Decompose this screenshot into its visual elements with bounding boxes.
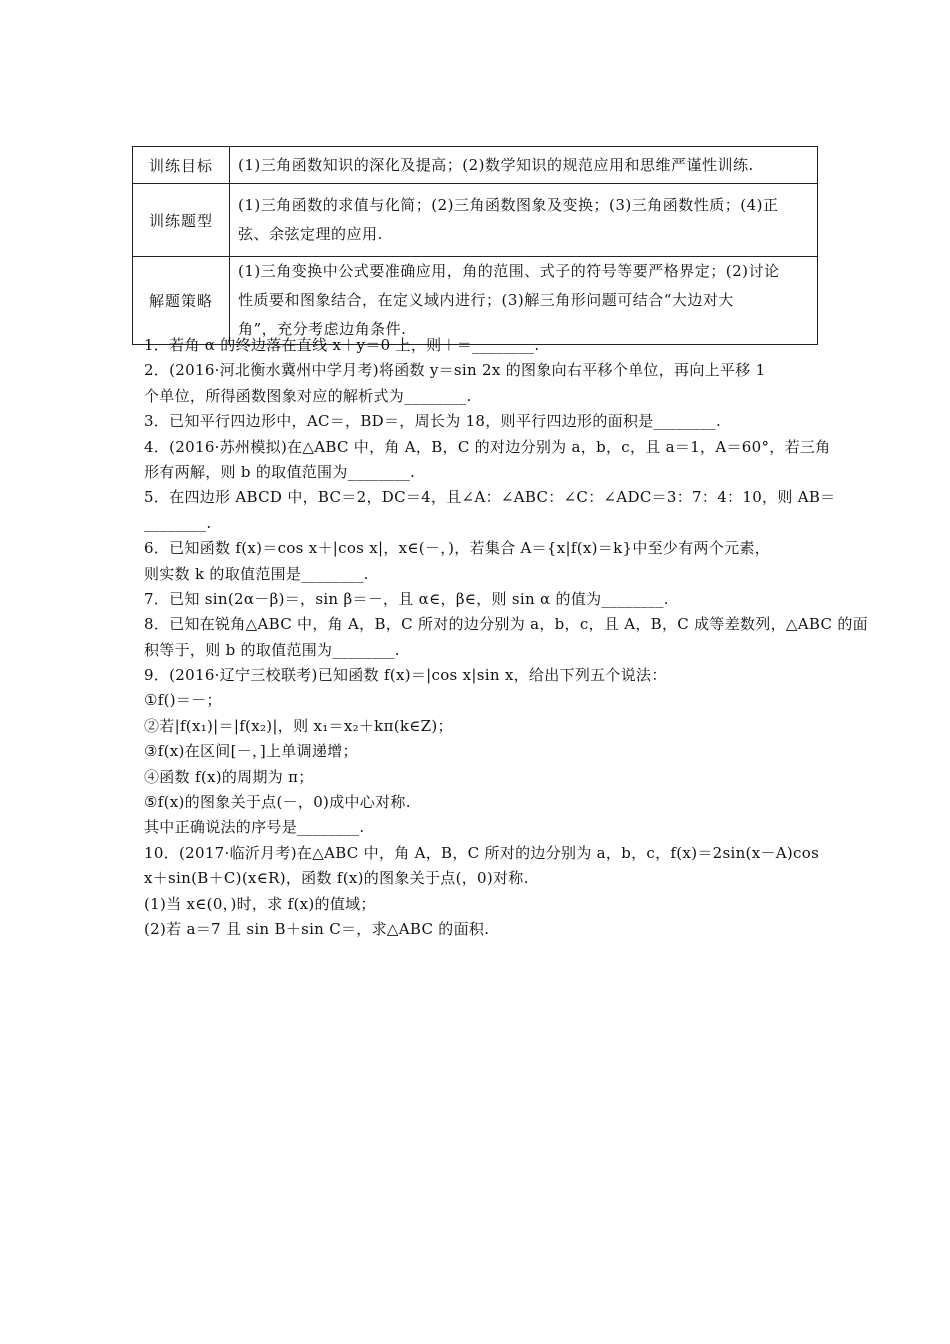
question-5: 5．在四边形 ABCD 中，BC＝2，DC＝4，且∠A：∠ABC：∠C：∠ADC＝3：7：4：10，则 AB＝ bbox=[144, 488, 836, 507]
table-row-goal bbox=[133, 147, 818, 184]
table-line: (1)三角函数知识的深化及提高；(2)数学知识的规范应用和思维严谨性训练. bbox=[238, 155, 754, 174]
table-label-goal: 训练目标 bbox=[133, 147, 230, 184]
question-10-part-2: (2)若 a＝7 且 sin B＋sin C＝，求△ABC 的面积. bbox=[144, 919, 490, 938]
question-9-option-5: ⑤f(x)的图象关于点(－，0)成中心对称. bbox=[144, 793, 411, 812]
table-content-strategy bbox=[230, 257, 818, 345]
table-row-strategy bbox=[133, 257, 818, 345]
question-8-cont: 积等于，则 b 的取值范围为________. bbox=[144, 640, 400, 659]
table-row-types bbox=[133, 184, 818, 257]
question-7: 7．已知 sin(2α－β)＝，sin β＝－，且 α∈，β∈，则 sin α 的值为________. bbox=[144, 589, 669, 608]
table-label-types: 训练题型 bbox=[133, 184, 230, 257]
training-info-table bbox=[132, 146, 818, 345]
question-9-prompt: 其中正确说法的序号是________. bbox=[144, 818, 365, 837]
question-1: 1．若角 α 的终边落在直线 x＋y＝0 上，则＋＝________. bbox=[144, 336, 540, 354]
question-9-option-4: ④函数 f(x)的周期为 π； bbox=[144, 767, 314, 786]
question-5-cont: ________. bbox=[144, 513, 212, 532]
question-6: 6．已知函数 f(x)＝cos x＋|cos x|，x∈(－，)，若集合 A＝{x|f(x)＝k}中至少有两个元素， bbox=[144, 539, 771, 558]
table-label-strategy: 解题策略 bbox=[133, 257, 230, 345]
question-10-cont: x＋sin(B＋C)(x∈R)，函数 f(x)的图象关于点(，0)对称. bbox=[144, 869, 529, 888]
question-6-cont: 则实数 k 的取值范围是________. bbox=[144, 564, 369, 583]
table-line: 弦、余弦定理的应用. bbox=[238, 225, 383, 243]
table-content-types bbox=[230, 184, 818, 257]
table-line: 性质要和图象结合，在定义域内进行；(3)解三角形问题可结合“大边对大 bbox=[238, 291, 734, 309]
question-9-option-1: ①f()＝－； bbox=[144, 691, 222, 710]
question-4: 4．(2016·苏州模拟)在△ABC 中，角 A，B，C 的对边分别为 a，b，c，且 a＝1，A＝60°，若三角 bbox=[144, 437, 831, 456]
table-line: (1)三角变换中公式要准确应用，角的范围、式子的符号等要严格界定；(2)讨论 bbox=[238, 262, 780, 280]
question-9-option-3: ③f(x)在区间[－，]上单调递增； bbox=[144, 742, 358, 761]
question-9: 9．(2016·辽宁三校联考)已知函数 f(x)＝|cos x|sin x，给出下列五个说法： bbox=[144, 666, 667, 685]
question-9-option-2: ②若|f(x₁)|＝|f(x₂)|，则 x₁＝x₂＋kπ(k∈Z)； bbox=[144, 716, 453, 735]
question-10-part-1: (1)当 x∈(0，)时，求 f(x)的值域； bbox=[144, 894, 376, 913]
question-3: 3．已知平行四边形中，AC＝，BD＝，周长为 18，则平行四边形的面积是________. bbox=[144, 412, 722, 431]
question-list bbox=[144, 333, 868, 942]
question-2-cont: 个单位，所得函数图象对应的解析式为________. bbox=[144, 386, 472, 405]
table-line: (1)三角函数的求值与化简；(2)三角函数图象及变换；(3)三角函数性质；(4)正 bbox=[238, 196, 779, 214]
question-4-cont: 形有两解，则 b 的取值范围为________. bbox=[144, 462, 416, 481]
question-10: 10．(2017·临沂月考)在△ABC 中，角 A，B，C 所对的边分别为 a，b，c，f(x)＝2sin(x－A)cos bbox=[144, 843, 820, 862]
table-line: 角”，充分考虑边角条件. bbox=[238, 320, 407, 338]
question-8: 8．已知在锐角△ABC 中，角 A，B，C 所对的边分别为 a，b，c，且 A，B，C 成等差数列，△ABC 的面 bbox=[144, 615, 868, 634]
table-content-goal bbox=[230, 147, 818, 184]
question-2: 2．(2016·河北衡水冀州中学月考)将函数 y＝sin 2x 的图象向右平移个单位，再向上平移 1 bbox=[144, 361, 766, 380]
